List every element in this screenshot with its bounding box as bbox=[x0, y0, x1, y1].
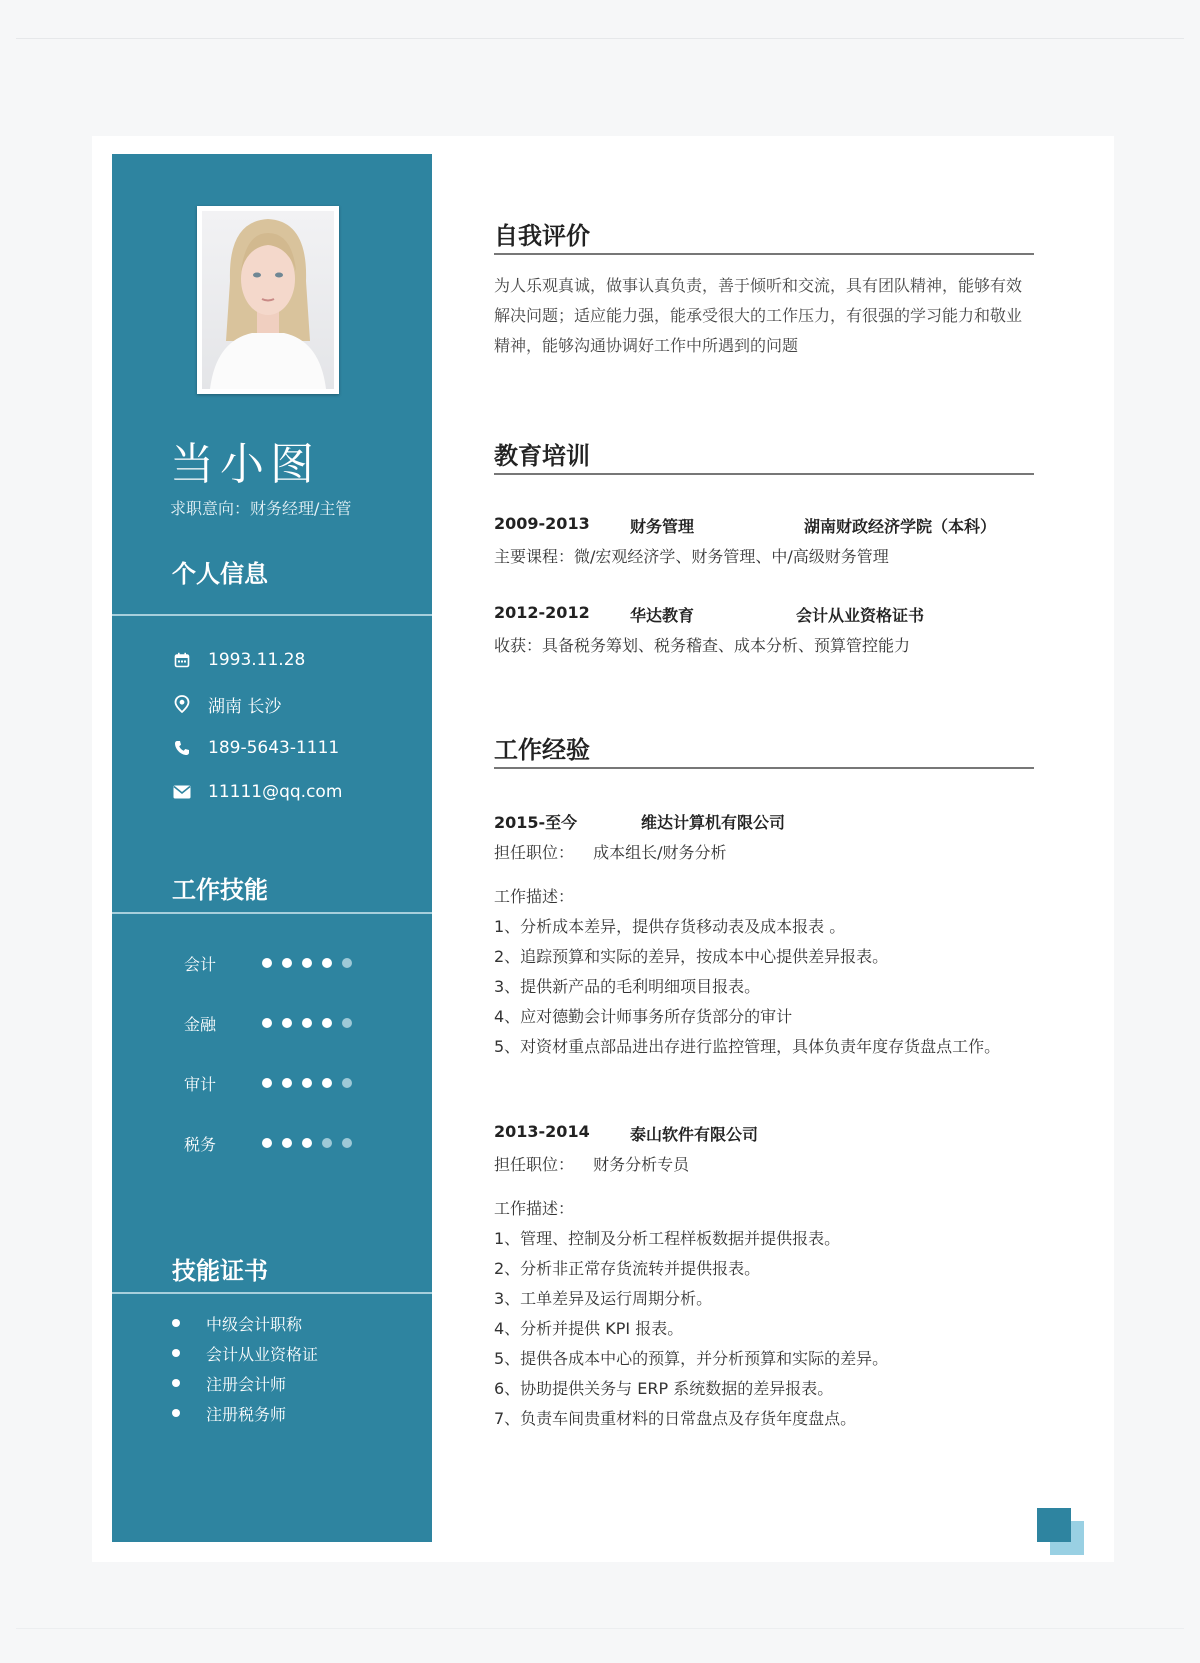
edu-detail: 收获：具备税务筹划、税务稽查、成本分析、预算管控能力 bbox=[494, 636, 911, 655]
phone-text: 189-5643-1111 bbox=[208, 738, 340, 758]
work-duty: 5、提供各成本中心的预算，并分析预算和实际的差异。 bbox=[494, 1349, 889, 1368]
bullet-dot-icon bbox=[172, 1319, 180, 1327]
cert-item bbox=[172, 1401, 286, 1425]
skill-dot-filled bbox=[302, 1138, 312, 1148]
certificates-rule bbox=[112, 1292, 432, 1294]
skill-dot-filled bbox=[282, 1018, 292, 1028]
position-value: 成本组长/财务分析 bbox=[593, 843, 727, 862]
cert-item bbox=[172, 1341, 318, 1365]
info-email bbox=[172, 779, 342, 805]
education-rule bbox=[494, 473, 1034, 475]
bottom-divider bbox=[16, 1628, 1184, 1629]
work-duty: 1、管理、控制及分析工程样板数据并提供报表。 bbox=[494, 1229, 841, 1248]
candidate-name: 当小图 bbox=[170, 439, 320, 490]
sidebar bbox=[112, 154, 432, 1542]
skill-dot-empty bbox=[342, 958, 352, 968]
skill-dot-filled bbox=[322, 1078, 332, 1088]
work-duty: 4、分析并提供 KPI 报表。 bbox=[494, 1319, 684, 1338]
work-duty: 1、分析成本差异，提供存货移动表及成本报表 。 bbox=[494, 917, 846, 936]
birthdate-text: 1993.11.28 bbox=[208, 650, 306, 670]
resume-page bbox=[92, 136, 1114, 1562]
skill-name: 税务 bbox=[184, 1134, 217, 1154]
top-divider bbox=[16, 38, 1184, 39]
skill-row bbox=[184, 1132, 362, 1154]
location-icon bbox=[172, 694, 192, 714]
edu-major: 财务管理 bbox=[630, 517, 695, 536]
skill-row bbox=[184, 1072, 362, 1094]
edu-years: 2009-2013 bbox=[494, 514, 590, 533]
work-desc-label: 工作描述： bbox=[494, 887, 575, 906]
work-duty: 2、追踪预算和实际的差异，按成本中心提供差异报表。 bbox=[494, 947, 889, 966]
skill-dot-empty bbox=[342, 1138, 352, 1148]
position-value: 财务分析专员 bbox=[593, 1155, 690, 1174]
skill-dot-filled bbox=[282, 1078, 292, 1088]
phone-icon bbox=[172, 738, 192, 758]
position-label: 担任职位： bbox=[494, 843, 575, 862]
skill-dot-filled bbox=[262, 1078, 272, 1088]
info-phone bbox=[172, 735, 339, 761]
self-eval-rule bbox=[494, 253, 1034, 255]
certificates-title: 技能证书 bbox=[172, 1257, 268, 1285]
work-title: 工作经验 bbox=[494, 736, 590, 764]
work-duty: 6、协助提供关务与 ERP 系统数据的差异报表。 bbox=[494, 1379, 834, 1398]
skill-dot-filled bbox=[322, 1018, 332, 1028]
mail-icon bbox=[172, 782, 192, 802]
work-skills-title: 工作技能 bbox=[172, 876, 268, 904]
bullet-dot-icon bbox=[172, 1349, 180, 1357]
work-duty: 3、提供新产品的毛利明细项目报表。 bbox=[494, 977, 761, 996]
portrait-image bbox=[202, 211, 334, 389]
work-company: 维达计算机有限公司 bbox=[641, 813, 786, 832]
work-rule bbox=[494, 767, 1034, 769]
work-skills-rule bbox=[112, 912, 432, 914]
edu-major: 华达教育 bbox=[630, 606, 695, 625]
job-intent bbox=[170, 496, 351, 519]
skill-level-dots bbox=[262, 958, 362, 968]
work-years: 2013-2014 bbox=[494, 1122, 590, 1141]
self-eval-title: 自我评价 bbox=[494, 222, 590, 250]
cert-item bbox=[172, 1311, 302, 1335]
cert-text: 中级会计职称 bbox=[206, 1314, 303, 1334]
cert-item bbox=[172, 1371, 286, 1395]
edu-school: 湖南财政经济学院（本科） bbox=[804, 517, 997, 536]
skill-dot-filled bbox=[282, 1138, 292, 1148]
skill-dot-filled bbox=[322, 958, 332, 968]
cert-text: 会计从业资格证 bbox=[206, 1344, 319, 1364]
personal-info-title: 个人信息 bbox=[172, 560, 268, 588]
cert-text: 注册会计师 bbox=[206, 1374, 287, 1394]
skill-name: 审计 bbox=[184, 1074, 217, 1094]
edu-school: 会计从业资格证书 bbox=[796, 606, 925, 625]
personal-info-rule bbox=[112, 614, 432, 616]
skill-dot-filled bbox=[302, 1018, 312, 1028]
skill-dot-filled bbox=[302, 958, 312, 968]
work-position bbox=[494, 840, 727, 863]
work-duty: 4、应对德勤会计师事务所存货部分的审计 bbox=[494, 1007, 793, 1026]
skill-row bbox=[184, 952, 362, 974]
work-desc-label: 工作描述： bbox=[494, 1199, 575, 1218]
skill-dot-empty bbox=[342, 1018, 352, 1028]
edu-detail: 主要课程：微/宏观经济学、财务管理、中/高级财务管理 bbox=[494, 547, 889, 566]
skill-level-dots bbox=[262, 1018, 362, 1028]
skill-dot-filled bbox=[262, 1138, 272, 1148]
skill-name: 金融 bbox=[184, 1014, 217, 1034]
work-duty: 7、负责车间贵重材料的日常盘点及存货年度盘点。 bbox=[494, 1409, 857, 1428]
skill-row bbox=[184, 1012, 362, 1034]
self-eval-text: 为人乐观真诚，做事认真负责，善于倾听和交流，具有团队精神，能够有效解决问题；适应能力强，能承受很大的工作压力，有很强的学习能力和敬业精神，能够沟通协调好工作中所遇到的问题 bbox=[494, 276, 1023, 355]
skill-dot-filled bbox=[262, 958, 272, 968]
work-company: 泰山软件有限公司 bbox=[630, 1125, 759, 1144]
profile-photo bbox=[197, 206, 339, 394]
skill-dot-filled bbox=[302, 1078, 312, 1088]
job-intent-value: 财务经理/主管 bbox=[250, 499, 352, 518]
skill-dot-empty bbox=[342, 1078, 352, 1088]
corner-decoration-square bbox=[1037, 1508, 1071, 1542]
skill-dot-filled bbox=[262, 1018, 272, 1028]
skill-name: 会计 bbox=[184, 954, 217, 974]
skill-dot-empty bbox=[322, 1138, 332, 1148]
email-text: 11111@qq.com bbox=[208, 782, 343, 802]
skill-dot-filled bbox=[282, 958, 292, 968]
edu-years: 2012-2012 bbox=[494, 603, 590, 622]
education-title: 教育培训 bbox=[494, 442, 590, 470]
work-duty: 5、对资材重点部品进出存进行监控管理，具体负责年度存货盘点工作。 bbox=[494, 1037, 1001, 1056]
info-birthdate bbox=[172, 647, 305, 673]
skill-level-dots bbox=[262, 1078, 362, 1088]
bullet-dot-icon bbox=[172, 1379, 180, 1387]
info-location bbox=[172, 691, 281, 717]
job-intent-label: 求职意向： bbox=[170, 499, 251, 518]
calendar-icon bbox=[172, 650, 192, 670]
work-years: 2015-至今 bbox=[494, 813, 578, 832]
skill-level-dots bbox=[262, 1138, 362, 1148]
location-text: 湖南 长沙 bbox=[208, 696, 282, 717]
work-duty: 2、分析非正常存货流转并提供报表。 bbox=[494, 1259, 761, 1278]
position-label: 担任职位： bbox=[494, 1155, 575, 1174]
cert-text: 注册税务师 bbox=[206, 1404, 287, 1424]
work-duty: 3、工单差异及运行周期分析。 bbox=[494, 1289, 713, 1308]
bullet-dot-icon bbox=[172, 1409, 180, 1417]
work-position bbox=[494, 1152, 689, 1175]
